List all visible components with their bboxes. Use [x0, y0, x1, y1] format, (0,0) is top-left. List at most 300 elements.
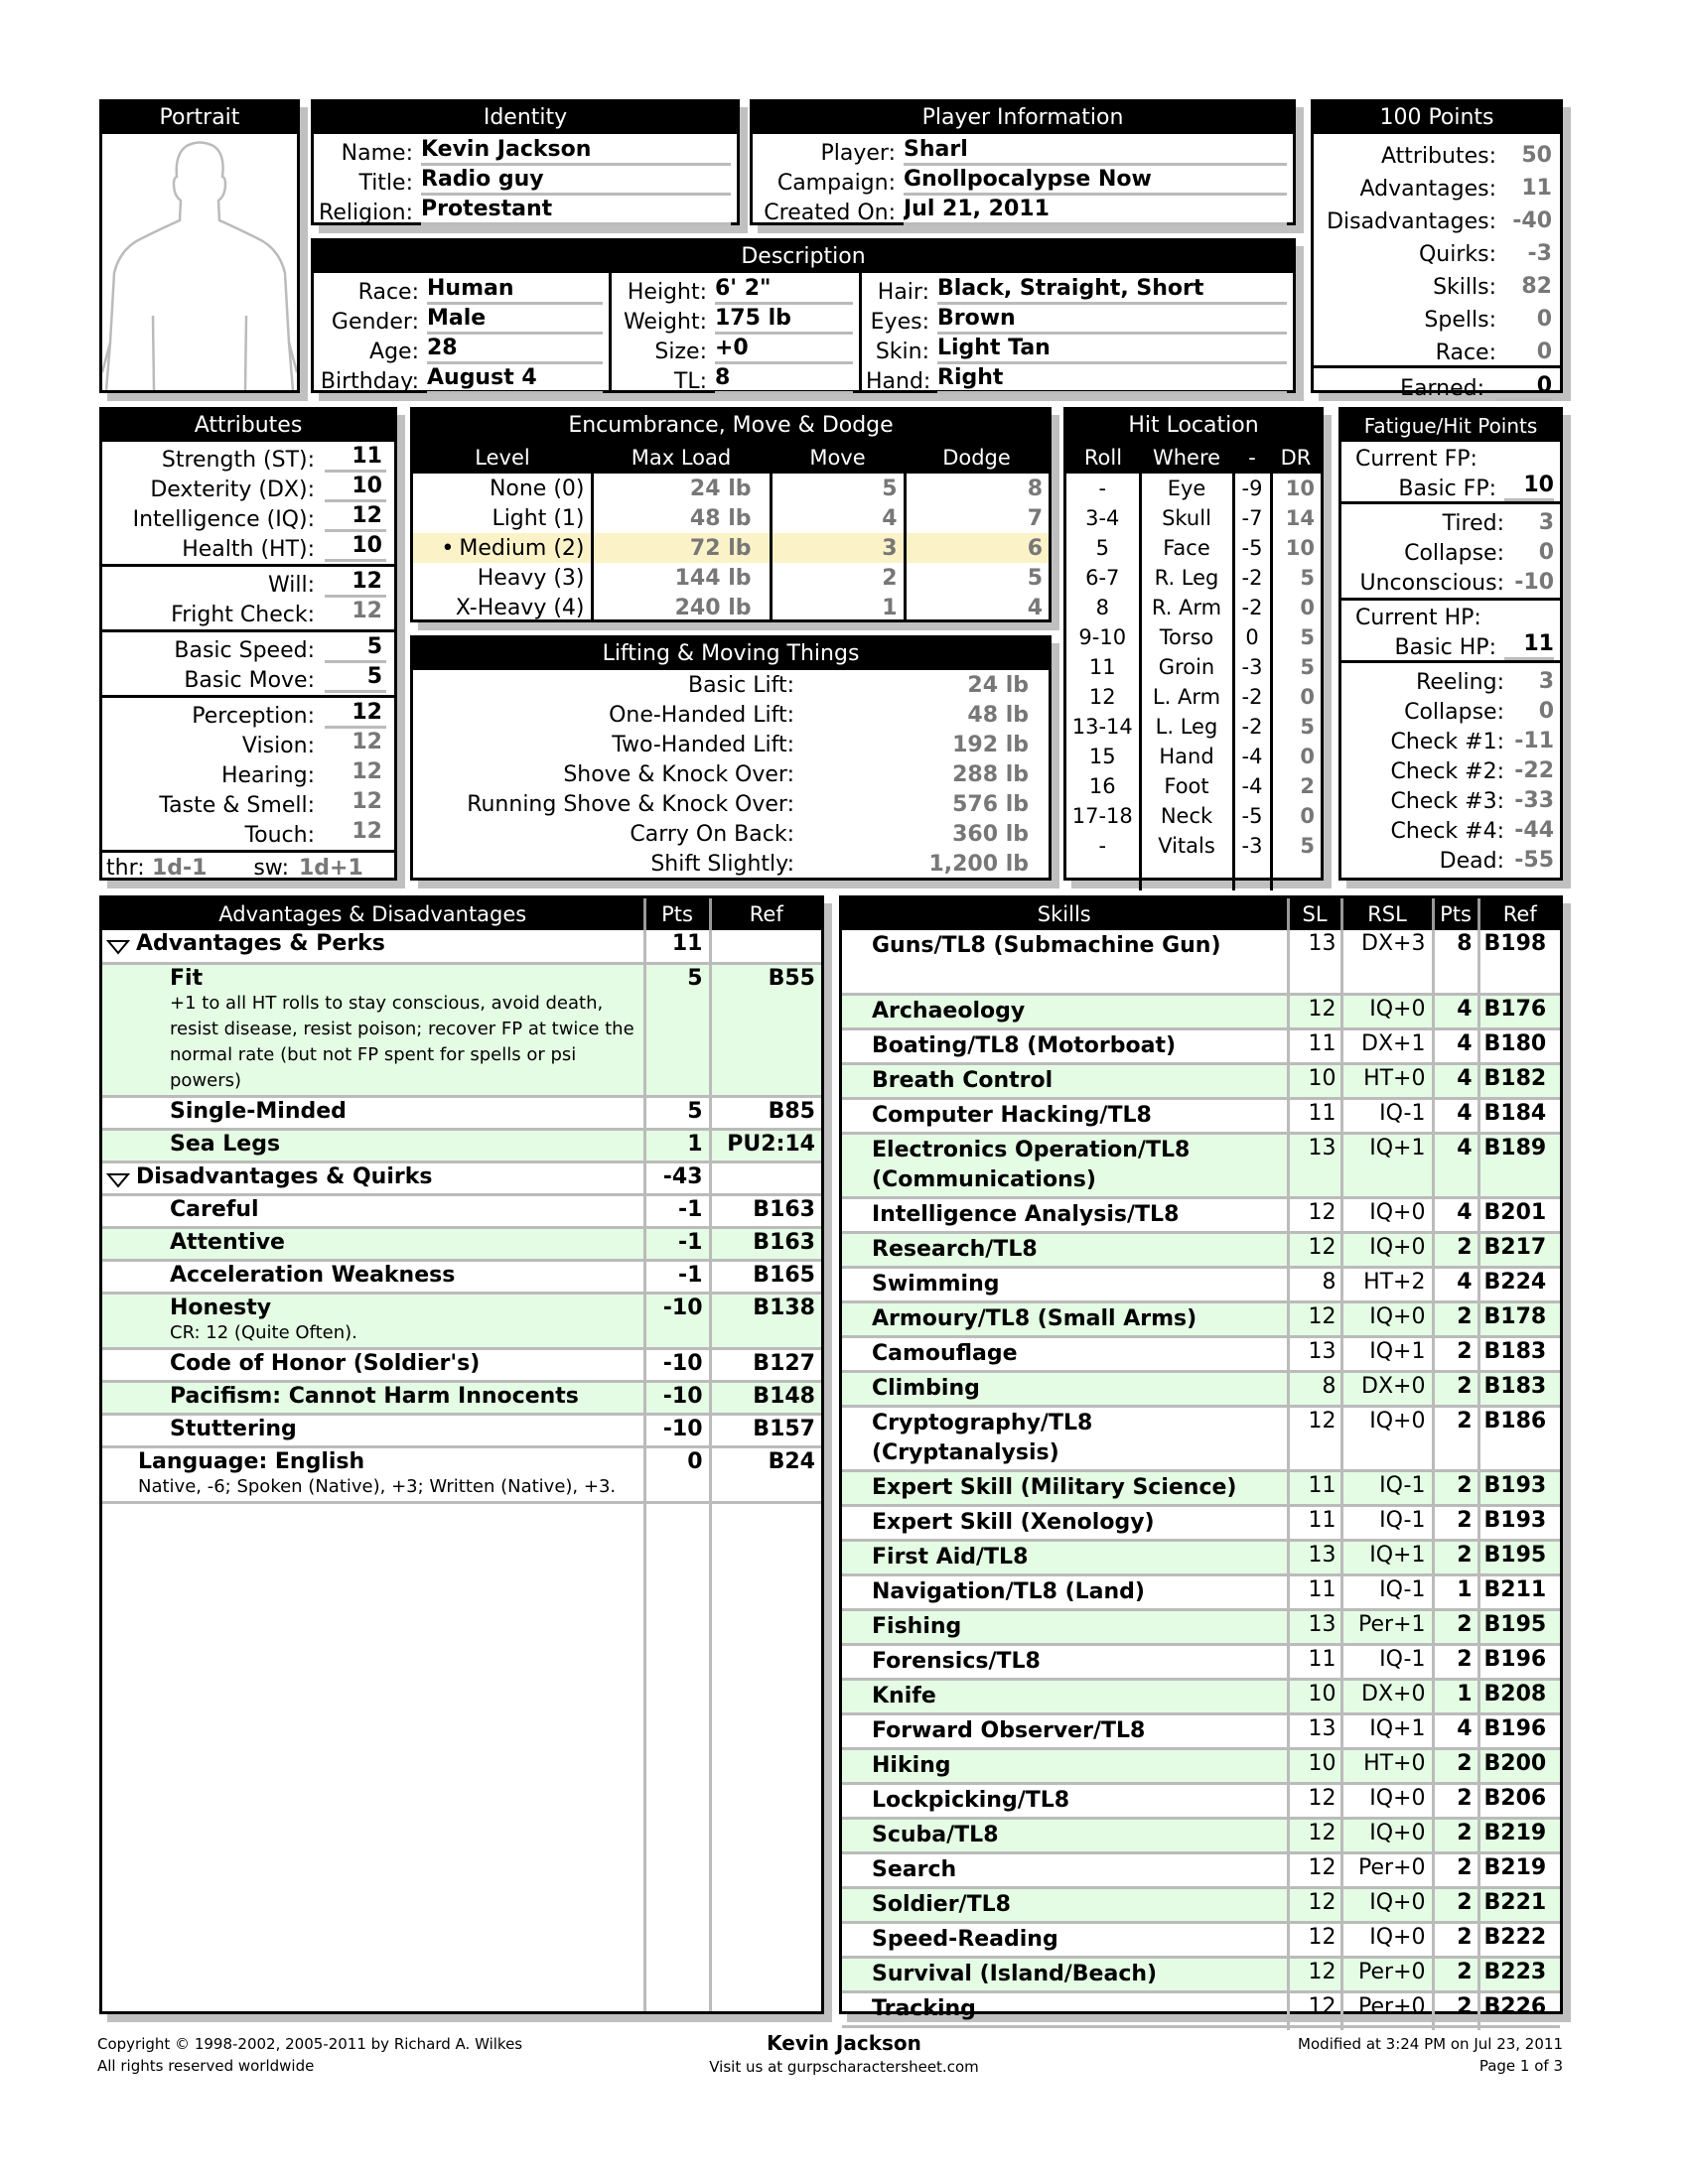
skill-row[interactable] [842, 1063, 1560, 1098]
skill-row[interactable] [842, 1133, 1560, 1197]
skill-row[interactable] [842, 1609, 1560, 1644]
advantage-reference[interactable]: B148 [710, 1381, 821, 1414]
hit-points-value: -11 [1514, 729, 1554, 753]
advantage-reference[interactable]: B24 [710, 1446, 821, 1502]
description-value[interactable]: 28 [427, 336, 603, 364]
advantage-reference[interactable]: B127 [710, 1348, 821, 1381]
hit-dr: 2 [1271, 771, 1321, 801]
attribute-value[interactable]: 10 [325, 474, 386, 502]
attribute-group [102, 629, 394, 695]
skill-row[interactable] [842, 1371, 1560, 1406]
advantage-points: -10 [644, 1348, 710, 1381]
advantage-reference[interactable]: B138 [710, 1293, 821, 1348]
skills-filler [842, 2026, 1560, 2030]
fatigue-row [1343, 506, 1554, 536]
basic-hp-label: Basic HP: [1394, 635, 1496, 660]
skill-row[interactable] [842, 1028, 1560, 1063]
skill-level: 11 [1288, 1028, 1341, 1063]
website-link[interactable]: Visit us at gurpscharactersheet.com [709, 2058, 979, 2076]
hit-dr: 0 [1271, 593, 1321, 622]
advantage-name-cell [102, 1348, 644, 1381]
skill-relative-level: Per+0 [1341, 1957, 1433, 1991]
fatigue-row [1343, 536, 1554, 566]
skill-reference[interactable]: B219 [1478, 1852, 1560, 1887]
advantage-name: Acceleration Weakness [170, 1262, 456, 1288]
hit-modifier: -3 [1233, 831, 1271, 861]
advantage-name-cell [102, 1446, 644, 1502]
advantage-row[interactable] [102, 1260, 821, 1293]
skill-points: 4 [1433, 1063, 1478, 1098]
description-panel [311, 238, 1296, 393]
encumbrance-dodge: 5 [905, 563, 1049, 593]
description-label: Height: [627, 280, 707, 305]
encumbrance-max-load: 72 lb [592, 533, 771, 563]
hit-dr: 0 [1271, 742, 1321, 771]
encumbrance-level: X-Heavy (4) [455, 595, 585, 620]
description-label: Hair: [877, 280, 929, 305]
fatigue-value: 3 [1538, 510, 1554, 535]
advantage-points: -1 [644, 1260, 710, 1293]
skill-name: Camouflage [842, 1336, 1288, 1371]
advantage-points: 11 [644, 930, 710, 963]
advantage-reference[interactable]: B85 [710, 1096, 821, 1129]
lifting-value: 192 lb [952, 732, 1029, 757]
skill-row[interactable] [842, 1713, 1560, 1748]
encumbrance-move: 2 [771, 563, 905, 593]
hit-location-panel [1063, 407, 1324, 881]
identity-field [318, 196, 731, 225]
attribute-value[interactable]: 5 [325, 634, 386, 663]
advantage-reference[interactable]: PU2:14 [710, 1129, 821, 1161]
attribute-label: Basic Move: [184, 668, 315, 693]
skill-reference[interactable]: B217 [1478, 1232, 1560, 1267]
hit-location-column-header: DR [1271, 442, 1321, 474]
skill-name: First Aid/TL8 [842, 1540, 1288, 1574]
hit-roll: 16 [1088, 774, 1116, 798]
skill-row[interactable] [842, 1267, 1560, 1301]
description-field [866, 305, 1287, 335]
advantage-group-row[interactable] [102, 1161, 821, 1194]
skill-name: Boating/TL8 (Motorboat) [842, 1028, 1288, 1063]
skill-name: Intelligence Analysis/TL8 [842, 1197, 1288, 1232]
advantage-row[interactable] [102, 1129, 821, 1161]
description-value[interactable]: Black, Straight, Short [937, 276, 1287, 305]
hit-location-row [1066, 712, 1321, 742]
advantage-name: Sea Legs [170, 1131, 281, 1157]
advantage-name: Careful [170, 1196, 259, 1222]
hit-location-column-header: Roll [1066, 442, 1140, 474]
hit-points-row [1343, 844, 1554, 874]
skill-row[interactable] [842, 1574, 1560, 1609]
advantage-name-cell [102, 1227, 644, 1260]
hit-dr: 5 [1271, 622, 1321, 652]
hit-points-row [1343, 754, 1554, 784]
attribute-value: 12 [352, 730, 382, 754]
skill-points: 2 [1433, 1922, 1478, 1957]
hit-points-label: Check #4: [1390, 819, 1504, 844]
attribute-value: 12 [352, 759, 382, 784]
skill-reference[interactable]: B223 [1478, 1957, 1560, 1991]
footer-right [1298, 2033, 1563, 2077]
hit-location-row [1066, 771, 1321, 801]
advantage-reference[interactable]: B165 [710, 1260, 821, 1293]
player-value[interactable]: Gnollpocalypse Now [904, 167, 1287, 196]
hit-where: Torso [1140, 622, 1233, 652]
description-value[interactable]: Right [937, 365, 1287, 394]
hit-roll: 15 [1088, 745, 1116, 768]
skill-row[interactable] [842, 1991, 1560, 2026]
swing-damage: 1d+1 [299, 856, 363, 881]
skill-row[interactable] [842, 1887, 1560, 1922]
basic-fp-value[interactable]: 10 [1504, 473, 1554, 501]
advantages-panel [99, 895, 824, 2014]
skill-relative-level: IQ-1 [1341, 1574, 1433, 1609]
advantage-reference[interactable]: B163 [710, 1194, 821, 1227]
skill-reference[interactable]: B178 [1478, 1301, 1560, 1336]
encumbrance-panel [410, 407, 1052, 622]
lifting-row [417, 730, 1029, 759]
skill-reference[interactable]: B183 [1478, 1371, 1560, 1406]
skill-reference[interactable]: B182 [1478, 1063, 1560, 1098]
skill-reference[interactable]: B195 [1478, 1609, 1560, 1644]
description-label: Hand: [866, 369, 931, 394]
skill-points: 2 [1433, 1371, 1478, 1406]
description-value[interactable]: Male [427, 306, 603, 335]
identity-label: Name: [341, 141, 413, 166]
skill-row[interactable] [842, 1679, 1560, 1713]
attributes-header: Attributes [102, 410, 394, 442]
encumbrance-level-cell [413, 563, 592, 593]
encumbrance-row[interactable] [413, 533, 1049, 563]
hit-location-column-header: Where [1140, 442, 1233, 474]
attribute-value[interactable]: 5 [325, 664, 386, 693]
hit-location-row [1066, 801, 1321, 831]
hit-location-filler [1066, 861, 1321, 890]
encumbrance-row[interactable] [413, 503, 1049, 533]
skill-relative-level: DX+0 [1341, 1679, 1433, 1713]
attribute-group [102, 442, 394, 564]
skill-name: Search [842, 1852, 1288, 1887]
skill-points: 2 [1433, 1336, 1478, 1371]
attribute-label: Will: [267, 573, 315, 598]
hit-location-row [1066, 533, 1321, 563]
skill-row[interactable] [842, 1852, 1560, 1887]
advantage-group-row[interactable] [102, 930, 821, 963]
hit-modifier: -4 [1233, 771, 1271, 801]
skill-reference[interactable]: B195 [1478, 1540, 1560, 1574]
description-value[interactable]: 175 lb [715, 306, 853, 335]
skill-reference[interactable]: B196 [1478, 1713, 1560, 1748]
skill-row[interactable] [842, 1644, 1560, 1679]
skill-points: 2 [1433, 1957, 1478, 1991]
hit-location-column-header: - [1233, 442, 1271, 474]
skill-name: Climbing [842, 1371, 1288, 1406]
skill-level: 13 [1288, 1540, 1341, 1574]
skill-reference[interactable]: B226 [1478, 1991, 1560, 2026]
advantage-row[interactable] [102, 1096, 821, 1129]
skill-row[interactable] [842, 1540, 1560, 1574]
player-value[interactable]: Sharl [904, 137, 1287, 166]
footer-left [97, 2033, 614, 2077]
identity-label: Title: [358, 171, 413, 196]
hit-roll: 17-18 [1071, 804, 1133, 828]
skill-level: 13 [1288, 1713, 1341, 1748]
skill-reference[interactable]: B211 [1478, 1574, 1560, 1609]
fatigue-hp-header: Fatigue/Hit Points [1341, 410, 1560, 442]
skill-row[interactable] [842, 1406, 1560, 1470]
earned-value[interactable]: 0 [1496, 373, 1552, 401]
advantage-row[interactable] [102, 1414, 821, 1446]
skill-row[interactable] [842, 1336, 1560, 1371]
skill-reference[interactable]: B198 [1478, 930, 1560, 994]
description-field [318, 335, 603, 364]
skill-row[interactable] [842, 994, 1560, 1028]
hit-modifier: -3 [1233, 652, 1271, 682]
advantage-row[interactable] [102, 1381, 821, 1414]
skill-relative-level: IQ+0 [1341, 1783, 1433, 1818]
encumbrance-header: Encumbrance, Move & Dodge [413, 410, 1049, 442]
attribute-label: Basic Speed: [174, 638, 315, 663]
rights-text: All rights reserved worldwide [97, 2057, 315, 2075]
skill-relative-level: IQ-1 [1341, 1505, 1433, 1540]
attribute-value[interactable]: 10 [325, 533, 386, 562]
hit-modifier: 0 [1233, 622, 1271, 652]
advantage-points: 5 [644, 963, 710, 1096]
skill-name: Knife [842, 1679, 1288, 1713]
fatigue-label: Collapse: [1404, 541, 1504, 566]
skill-level: 11 [1288, 1505, 1341, 1540]
encumbrance-level: Heavy (3) [477, 565, 585, 591]
skill-row[interactable] [842, 1197, 1560, 1232]
description-value[interactable]: August 4 [427, 365, 603, 394]
skill-level: 12 [1288, 1818, 1341, 1852]
hit-where: L. Arm [1140, 682, 1233, 712]
description-field [318, 275, 603, 305]
skill-name: Breath Control [842, 1063, 1288, 1098]
player-value[interactable]: Jul 21, 2011 [904, 197, 1287, 225]
skill-relative-level: Per+1 [1341, 1609, 1433, 1644]
points-panel [1311, 99, 1563, 401]
skill-reference[interactable]: B186 [1478, 1406, 1560, 1470]
skill-level: 12 [1288, 1232, 1341, 1267]
encumbrance-row[interactable] [413, 593, 1049, 622]
hit-dr: 0 [1271, 801, 1321, 831]
identity-value[interactable]: Radio guy [421, 167, 731, 196]
description-value[interactable]: Light Tan [937, 336, 1287, 364]
hit-modifier: -2 [1233, 682, 1271, 712]
description-label: TL: [673, 369, 707, 394]
attribute-row [104, 598, 386, 627]
lifting-label: Shift Slightly: [650, 851, 794, 877]
encumbrance-column-header: Dodge [905, 442, 1049, 474]
description-label: Weight: [623, 310, 707, 335]
hit-roll: 6-7 [1085, 566, 1120, 590]
advantage-reference[interactable]: B55 [710, 963, 821, 1096]
encumbrance-row[interactable] [413, 474, 1049, 503]
advantage-name: Pacifism: Cannot Harm Innocents [170, 1383, 579, 1409]
skill-reference[interactable]: B193 [1478, 1505, 1560, 1540]
skill-reference[interactable]: B221 [1478, 1887, 1560, 1922]
description-field [866, 275, 1287, 305]
description-field [318, 305, 603, 335]
advantage-reference[interactable] [710, 1161, 821, 1194]
attribute-value[interactable]: 11 [325, 444, 386, 473]
skill-name: Armoury/TL8 (Small Arms) [842, 1301, 1288, 1336]
advantages-table [102, 898, 821, 2011]
lifting-row [417, 849, 1029, 879]
skill-reference[interactable]: B200 [1478, 1748, 1560, 1783]
advantage-row[interactable] [102, 1293, 821, 1348]
advantage-row[interactable] [102, 1194, 821, 1227]
attribute-value[interactable]: 12 [325, 700, 386, 729]
hit-points-row [1343, 784, 1554, 814]
lifting-value: 576 lb [952, 791, 1029, 817]
lifting-label: Running Shove & Knock Over: [467, 791, 794, 817]
encumbrance-move: 1 [771, 593, 905, 622]
hit-roll: 9-10 [1078, 625, 1127, 649]
skill-points: 1 [1433, 1574, 1478, 1609]
hit-points-label: Reeling: [1416, 670, 1504, 695]
skill-reference[interactable]: B219 [1478, 1818, 1560, 1852]
identity-value[interactable]: Kevin Jackson [421, 137, 731, 166]
attribute-value: 12 [352, 599, 382, 623]
description-value[interactable]: 6' 2" [715, 276, 853, 305]
skill-points: 1 [1433, 1679, 1478, 1713]
identity-field [318, 136, 731, 166]
hit-points-value: 3 [1538, 669, 1554, 694]
hit-location-row [1066, 563, 1321, 593]
attribute-label: Taste & Smell: [159, 793, 315, 818]
points-label: Quirks: [1418, 242, 1496, 267]
player-field [757, 166, 1287, 196]
skill-row[interactable] [842, 1818, 1560, 1852]
advantage-name: Advantages & Perks [136, 931, 385, 956]
hit-roll: 3-4 [1085, 506, 1120, 530]
hit-modifier: -5 [1233, 801, 1271, 831]
skill-relative-level: IQ-1 [1341, 1644, 1433, 1679]
attribute-value: 12 [352, 819, 382, 844]
advantage-row[interactable] [102, 963, 821, 1096]
encumbrance-max-load: 48 lb [592, 503, 771, 533]
skill-level: 12 [1288, 1197, 1341, 1232]
skill-reference[interactable]: B184 [1478, 1098, 1560, 1133]
attribute-label: Dexterity (DX): [150, 478, 315, 502]
disclosure-triangle-icon[interactable] [106, 936, 130, 952]
skills-panel [839, 895, 1563, 2021]
attribute-value[interactable]: 12 [325, 503, 386, 532]
encumbrance-row[interactable] [413, 563, 1049, 593]
advantage-name-cell [102, 1161, 644, 1194]
description-value[interactable]: 8 [715, 365, 853, 394]
skill-reference[interactable]: B176 [1478, 994, 1560, 1028]
skill-row[interactable] [842, 1098, 1560, 1133]
advantage-reference[interactable] [710, 930, 821, 963]
advantage-row[interactable] [102, 1446, 821, 1502]
hit-points-value: -22 [1514, 758, 1554, 783]
skill-reference[interactable]: B189 [1478, 1133, 1560, 1197]
description-value[interactable]: Brown [937, 306, 1287, 335]
skill-row[interactable] [842, 930, 1560, 994]
skill-name: Archaeology [842, 994, 1288, 1028]
advantage-points: -10 [644, 1414, 710, 1446]
description-value[interactable]: Human [427, 276, 603, 305]
skill-row[interactable] [842, 1922, 1560, 1957]
skill-relative-level: IQ+1 [1341, 1540, 1433, 1574]
skill-row[interactable] [842, 1505, 1560, 1540]
points-label: Disadvantages: [1327, 209, 1496, 234]
skill-level: 11 [1288, 1470, 1341, 1505]
advantage-points: 5 [644, 1096, 710, 1129]
skill-reference[interactable]: B201 [1478, 1197, 1560, 1232]
skill-reference[interactable]: B224 [1478, 1267, 1560, 1301]
description-label: Race: [357, 280, 419, 305]
skill-row[interactable] [842, 1301, 1560, 1336]
hit-where: Hand [1140, 742, 1233, 771]
skill-reference[interactable]: B208 [1478, 1679, 1560, 1713]
skill-points: 2 [1433, 1505, 1478, 1540]
basic-hp-value[interactable]: 11 [1504, 631, 1554, 660]
advantage-reference[interactable]: B157 [710, 1414, 821, 1446]
skill-name: Electronics Operation/TL8 (Communications) [842, 1133, 1288, 1197]
advantage-row[interactable] [102, 1348, 821, 1381]
skill-name: Research/TL8 [842, 1232, 1288, 1267]
encumbrance-dodge: 6 [905, 533, 1049, 563]
identity-value[interactable]: Protestant [421, 197, 731, 225]
advantage-name: Single-Minded [170, 1098, 347, 1124]
portrait-header: Portrait [102, 102, 297, 134]
hit-roll: - [1098, 477, 1107, 500]
swing-label: sw: [253, 856, 289, 881]
skill-row[interactable] [842, 1470, 1560, 1505]
advantage-name: Stuttering [170, 1416, 297, 1441]
points-label: Skills: [1433, 275, 1496, 300]
advantage-note: CR: 12 (Quite Often). [170, 1321, 357, 1343]
skill-reference[interactable]: B222 [1478, 1922, 1560, 1957]
encumbrance-move: 4 [771, 503, 905, 533]
skill-reference[interactable]: B180 [1478, 1028, 1560, 1063]
skill-row[interactable] [842, 1232, 1560, 1267]
attribute-value[interactable]: 12 [325, 569, 386, 598]
skill-row[interactable] [842, 1748, 1560, 1783]
description-value[interactable]: +0 [715, 336, 853, 364]
points-label: Attributes: [1380, 144, 1496, 169]
skill-relative-level: HT+2 [1341, 1267, 1433, 1301]
description-label: Eyes: [870, 310, 929, 335]
current-fp-label: Current FP: [1355, 447, 1477, 472]
disclosure-triangle-icon[interactable] [106, 1169, 130, 1185]
hit-where: Eye [1140, 474, 1233, 503]
skill-level: 11 [1288, 1644, 1341, 1679]
advantage-reference[interactable]: B163 [710, 1227, 821, 1260]
encumbrance-max-load: 144 lb [592, 563, 771, 593]
hit-modifier: -4 [1233, 742, 1271, 771]
portrait-image[interactable] [102, 134, 297, 390]
description-label: Gender: [331, 310, 419, 335]
skill-level: 10 [1288, 1063, 1341, 1098]
skill-reference[interactable]: B206 [1478, 1783, 1560, 1818]
identity-label: Religion: [319, 201, 413, 225]
skill-reference[interactable]: B183 [1478, 1336, 1560, 1371]
skill-reference[interactable]: B193 [1478, 1470, 1560, 1505]
skill-row[interactable] [842, 1783, 1560, 1818]
skill-reference[interactable]: B196 [1478, 1644, 1560, 1679]
skill-row[interactable] [842, 1957, 1560, 1991]
hit-location-table [1066, 442, 1321, 890]
player-field [757, 136, 1287, 166]
hit-points-label: Collapse: [1404, 700, 1504, 725]
hit-points-row [1343, 665, 1554, 695]
advantage-row[interactable] [102, 1227, 821, 1260]
